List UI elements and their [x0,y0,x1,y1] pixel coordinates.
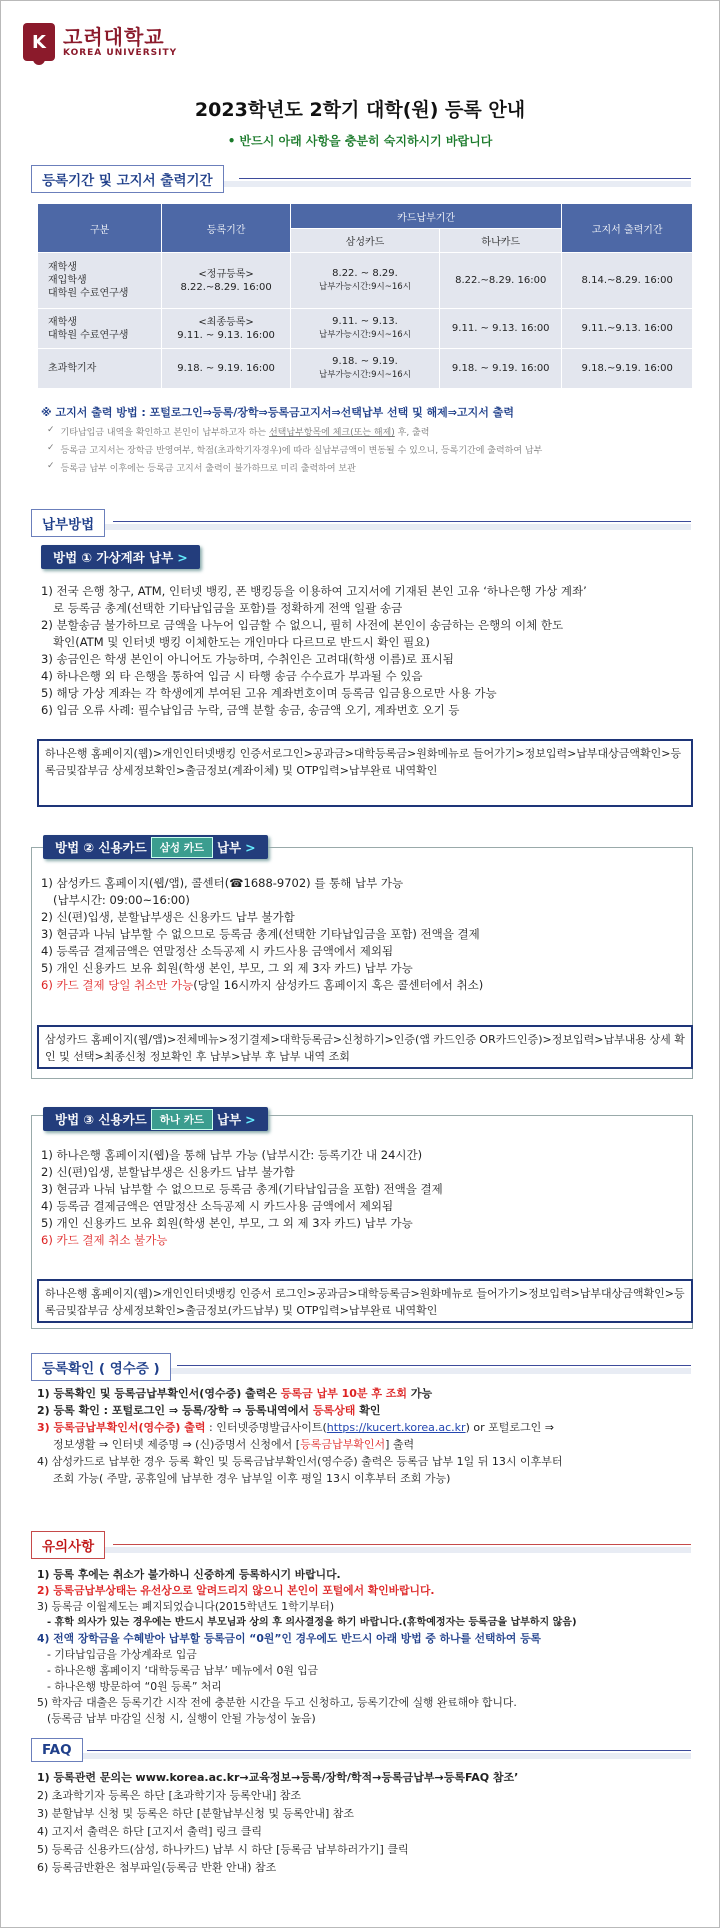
note-text: 등록금 납부 이후에는 등록금 고지서 출력이 불가하므로 미리 출력하여 보관 [60,464,356,474]
method-label: 방법 ③ 신용카드 [55,1112,147,1127]
cell-date: 9.11. ~ 9.13. [332,316,398,327]
hana-card-chip: 하나 카드 [151,1109,213,1130]
method3-button[interactable] [43,1107,268,1131]
method1-list [41,583,691,719]
list-item: - 휴학 의사가 있는 경우에는 반드시 부모님과 상의 후 의사결정을 하기 바랍니다.(휴학예정자는 등록금을 납부하지 않음) [47,1617,577,1628]
kucert-link[interactable]: https://kucert.korea.ac.kr [326,1421,466,1434]
section-title: 등록확인 ( 영수증 ) [31,1353,171,1381]
method-label: 방법 ① 가상계좌 납부 [53,550,174,565]
list-item: 5) 학자금 대출은 등록기간 시작 전에 충분한 시간을 두고 신청하고, 등록기간에 실행 완료해야 합니다. [37,1696,517,1709]
list-item: 5) 해당 가상 계좌는 각 학생에게 부여된 고유 계좌번호이며 등록금 입금용으로만 사용 가능 [41,686,497,700]
note-text: 기타납입금 내역을 확인하고 본인이 납부하고자 하는 [60,428,269,438]
cell-date: 8.22. ~ 8.29. [332,268,398,279]
table-cell: <정규등록> 8.22.~8.29. 16:00 [162,253,291,309]
page-title: 2023학년도 2학기 대학(원) 등록 안내 [194,99,526,121]
note-item [41,443,691,456]
list-text: : 인터넷증명발급사이트( [205,1421,327,1434]
print-method: ※ 고지서 출력 방법 : 포털로그인⇒등록/장학⇒등록금고지서⇒선택납부 선택 및 해제⇒고지서 출력 [41,406,514,419]
list-item: 로 등록금 총계(선택한 기타납입금을 포함)를 정확하게 전액 일괄 송금 [53,601,403,615]
faq-list [37,1769,518,1877]
list-item [37,1402,687,1419]
list-item: 4) 삼성카드로 납부한 경우 등록 확인 및 등록금납부확인서(영수증) 출력은 등록금 납부 1일 뒤 13시 이후부터 [37,1455,563,1468]
list-text: 1) 등록확인 및 등록금납부확인서(영수증) 출력은 [37,1387,281,1400]
list-text: 2) 등록 확인 : 포털로그인 ⇒ 등록/장학 ⇒ 등록내역에서 [37,1404,313,1417]
section-faq [31,1738,83,1762]
method3-path: 하나은행 홈페이지(웹)>개인인터넷뱅킹 인증서 로그인>공과금>대학등록금>원화메뉴로 들어가기>정보입력>납부대상금액확인>등록금및잡부금 상세정보확인>출금정보(카드납부) 및 OTP입력>납부완료 내역확인 [37,1279,693,1323]
list-item: - 기타납입금을 가상계좌로 입금 [47,1648,197,1661]
table-cell: 9.18. ~ 9.19. 16:00 [162,349,291,389]
divider [87,1750,691,1751]
list-item [41,977,691,994]
method2-path: 삼성카드 홈페이지(웹/앱)>전체메뉴>정기결제>대학등록금>신청하기>인증(앱 카드인증 OR카드인증)>정보입력>납부내용 상세 확인 및 선택>최종신청 정보확인 후 납부>납부 후 납부 내역 조회 [37,1025,693,1069]
table-row [38,309,693,349]
list-item: 확인(ATM 및 인터넷 뱅킹 이체한도는 개인마다 다르므로 반드시 확인 필요) [53,635,430,649]
note-item [41,461,691,474]
check-icon: ✓ [47,425,55,435]
list-item: 4) 하나은행 외 타 은행을 통하여 입금 시 타행 송금 수수료가 부과될 수 있음 [41,669,423,683]
list-item: 조회 가능( 주말, 공휴일에 납부한 경우 납부일 이후 평일 13시 이후부터 조회 가능) [53,1472,451,1485]
list-item: 3) 송금인은 학생 본인이 아니어도 가능하며, 수취인은 고려대(학생 이름)로 표시됨 [41,652,454,666]
list-item: 4) 등록금 결제금액은 연말정산 소득공제 시 카드사용 금액에서 제외됨 [41,944,394,958]
list-item: 4) 전액 장학금을 수혜받아 납부할 등록금이 “0원”인 경우에도 반드시 아래 방법 중 하나를 선택하여 등록 [37,1632,541,1645]
list-item [37,1436,687,1453]
list-item: 1) 등록 후에는 취소가 불가하니 신중하게 등록하시기 바랍니다. [37,1568,341,1581]
logo-korean: 고려대학교 [63,25,165,49]
list-item [37,1419,687,1436]
chevron-right-icon: > [245,839,256,855]
list-text: (당일 16시까지 삼성카드 홈페이지 혹은 콜센터에서 취소) [193,978,484,992]
list-item: 5) 개인 신용카드 보유 회원(학생 본인, 부모, 그 외 제 3자 카드) 납부 가능 [41,1216,413,1230]
table-cell: 초과학기자 [38,349,162,389]
faq-item: 3) 분할납부 신청 및 등록은 하단 [분할납부신청 및 등록안내] 참조 [37,1807,354,1820]
registration-table [37,203,693,389]
table-header: 등록기간 [162,204,291,253]
table-cell: 9.18.~9.19. 16:00 [562,349,693,389]
chevron-right-icon: > [245,1111,256,1127]
section-caution [31,1531,105,1559]
table-cell: 재학생 대학원 수료연구생 [38,309,162,349]
list-item: 6) 카드 결제 취소 불가능 [41,1233,168,1247]
list-item [37,1385,687,1402]
red-text: 등록금 납부 10분 후 조회 [280,1387,408,1400]
method2-list [41,875,691,994]
list-text: ) or 포털로그인 ⇒ [465,1421,554,1434]
method-label-suffix: 납부 [216,1112,242,1127]
table-cell: <최종등록> 9.11. ~ 9.13. 16:00 [162,309,291,349]
table-cell: 재학생 재입학생 대학원 수료연구생 [38,253,162,309]
red-text: 6) 카드 결제 당일 취소만 가능 [41,978,194,992]
list-item: 2) 분할송금 불가하므로 금액을 나누어 입금할 수 없으니, 필히 사전에 본인이 송금하는 은행의 이체 한도 [41,618,564,632]
caution-list [37,1567,687,1727]
table-row [38,253,693,309]
method-label-suffix: 납부 [216,840,242,855]
method3-list [41,1147,691,1249]
table-cell: 8.22.~8.29. 16:00 [440,253,562,309]
method1-button[interactable] [41,545,200,569]
table-subheader: 삼성카드 [290,229,439,253]
red-text: 3) 등록금납부확인서(영수증) 출력 [37,1421,206,1434]
list-item: 3) 등록금 이월제도는 폐지되었습니다(2015학년도 1학기부터) [37,1600,335,1613]
list-item: 2) 등록금납부상태는 유선상으로 알려드리지 않으니 본인이 포털에서 확인바랍니다. [37,1584,435,1597]
list-item: (납부시간: 09:00~16:00) [53,893,190,907]
logo-english: KOREA UNIVERSITY [63,48,178,58]
divider [239,178,691,179]
red-text: 등록금납부확인서 [300,1438,386,1451]
table-cell [290,253,439,309]
list-item: 4) 등록금 결제금액은 연말정산 소득공제 시 카드사용 금액에서 제외됨 [41,1199,394,1213]
note-text: 후, 출력 [394,428,430,438]
check-icon: ✓ [47,461,55,471]
faq-item: 2) 초과학기자 등록은 하단 [초과학기자 등록안내] 참조 [37,1789,301,1802]
list-item: 5) 개인 신용카드 보유 회원(학생 본인, 부모, 그 외 제 3자 카드) 납부 가능 [41,961,413,975]
table-cell: 9.18. ~ 9.19. 16:00 [440,349,562,389]
table-header: 카드납부기간 [290,204,562,229]
cell-note: 납부가능시간:9시~16시 [319,282,411,292]
logo-text[interactable] [63,26,177,58]
red-text: 등록상태 [312,1404,356,1417]
table-cell [290,309,439,349]
list-item: 3) 현금과 나눠 납부할 수 없으므로 등록금 총계(선택한 기타납입금을 포함) 전액을 결제 [41,927,480,941]
note-text: 등록금 고지서는 장학금 반영여부, 학점(초과학기자경우)에 따라 실납부금액이 변동될 수 있으니, 등록기간에 출력하여 납부 [60,446,543,456]
divider [113,1544,691,1545]
cell-note: 납부가능시간:9시~16시 [319,330,411,340]
note-item [41,425,691,438]
divider [177,1365,691,1366]
list-item: 2) 신(편)입생, 분할납부생은 신용카드 납부 불가함 [41,1165,295,1179]
university-emblem-icon[interactable]: K [23,23,55,61]
faq-item: 4) 고지서 출력은 하단 [고지서 출력] 링크 클릭 [37,1825,262,1838]
list-item: 1) 삼성카드 홈페이지(웹/앱), 콜센터(☎1688-9702) 를 통해 납부 가능 [41,876,404,890]
table-cell: 9.11. ~ 9.13. 16:00 [440,309,562,349]
section-title: 등록기간 및 고지서 출력기간 [31,165,224,193]
list-text: 정보생활 ⇒ 인터넷 제증명 ⇒ (신)증명서 신청에서 [ [53,1438,301,1451]
table-cell [290,349,439,389]
list-text: 확인 [355,1404,381,1417]
list-item: 2) 신(편)입생, 분할납부생은 신용카드 납부 불가함 [41,910,295,924]
section-payment [31,509,105,537]
list-item: - 하나은행 방문하여 “0원 등록” 처리 [47,1680,222,1693]
list-item: - 하나은행 홈페이지 ‘대학등록금 납부’ 메뉴에서 0원 입금 [47,1664,319,1677]
table-row [38,349,693,389]
method2-button[interactable] [43,835,268,859]
section-strip [31,1753,691,1759]
list-item: 6) 입금 오류 사례: 필수납입금 누락, 금액 분할 송금, 송금액 오기, 계좌번호 오기 등 [41,703,460,717]
table-header: 고지서 출력기간 [562,204,693,253]
table-cell: 9.11.~9.13. 16:00 [562,309,693,349]
section-title: 납부방법 [31,509,105,537]
list-item: (등록금 납부 마감일 신청 시, 실행이 안될 가능성이 높음) [47,1712,316,1725]
chevron-right-icon: > [177,549,188,565]
table-cell: 8.14.~8.29. 16:00 [562,253,693,309]
divider [113,521,691,522]
samsung-card-chip: 삼성 카드 [151,837,213,858]
section-title: 유의사항 [31,1531,105,1559]
table-subheader: 하나카드 [440,229,562,253]
method-label: 방법 ② 신용카드 [55,840,147,855]
check-icon: ✓ [47,443,55,453]
section-strip [31,524,691,530]
print-notes [41,404,691,474]
method1-path: 하나은행 홈페이지(웹)>개인인터넷뱅킹 인증서로그인>공과금>대학등록금>원화메뉴로 들어가기>정보입력>납부대상금액확인>등록금및잡부금 상세정보확인>출금정보(계좌이체) 및 OTP입력>납부완료 내역확인 [37,739,693,807]
faq-item: 1) 등록관련 문의는 www.korea.ac.kr→교육정보→등록/장학/학적→등록금납부→등록FAQ 참조’ [37,1771,519,1784]
section-title: FAQ [31,1738,83,1762]
header [1,1,719,65]
page-subtitle: • 반드시 아래 사항을 충분히 숙지하시기 바랍니다 [227,134,493,148]
note-underline: 선택납부항목에 체크(또는 해제) [268,428,395,438]
section-receipt [31,1353,171,1381]
table-header: 구분 [38,204,162,253]
faq-item: 6) 등록금반환은 첨부파일(등록금 반환 안내) 참조 [37,1861,277,1874]
list-item: 1) 전국 은행 창구, ATM, 인터넷 뱅킹, 폰 뱅킹등을 이용하여 고지서에 기재된 본인 고유 ‘하나은행 가상 계좌’ [41,584,587,598]
section-registration-period [31,165,224,193]
list-item: 1) 하나은행 홈페이지(웹)을 통해 납부 가능 (납부시간: 등록기간 내 24시간) [41,1148,423,1162]
list-text: ] 출력 [385,1438,415,1451]
section-strip [31,1547,691,1553]
cell-date: 9.18. ~ 9.19. [332,356,398,367]
list-item: 3) 현금과 나눠 납부할 수 없으므로 등록금 총계(기타납입금을 포함) 전액을 결제 [41,1182,443,1196]
receipt-list [37,1385,687,1487]
list-text: 가능 [407,1387,433,1400]
faq-item: 5) 등록금 신용카드(삼성, 하나카드) 납부 시 하단 [등록금 납부하러가기] 클릭 [37,1843,409,1856]
cell-note: 납부가능시간:9시~16시 [319,370,411,380]
